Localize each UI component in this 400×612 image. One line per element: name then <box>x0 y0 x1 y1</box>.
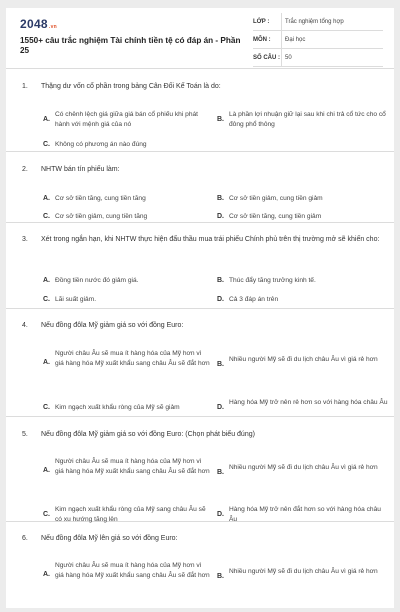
option-letter: D. <box>217 511 224 518</box>
meta-row-count <box>253 49 383 67</box>
meta-value: 50 <box>281 49 292 66</box>
option-letter: C. <box>43 511 50 518</box>
document-header <box>6 8 394 69</box>
option-text: Nhiều người Mỹ sẽ đi du lịch châu Âu vì giá rẻ hơn <box>229 464 378 471</box>
option-text: Cơ sở tiền tăng, cung tiền giảm <box>229 213 322 220</box>
question-number: 3. <box>22 236 28 243</box>
question-number: 6. <box>22 535 28 542</box>
question-number: 2. <box>22 166 28 173</box>
option-text: Kim ngạch xuất khẩu ròng của Mỹ sang châu Âu sẽ có xu hướng tăng lên <box>55 506 206 523</box>
option-letter: A. <box>43 571 50 578</box>
meta-table <box>253 13 383 67</box>
option-letter: A. <box>43 116 50 123</box>
question-number: 5. <box>22 431 28 438</box>
option-text: Đồng tiền nước đó giảm giá. <box>55 277 139 284</box>
question-number: 1. <box>22 83 28 90</box>
option-text: Hàng hóa Mỹ trở nên đắt hơn so với hàng hóa châu Âu <box>229 506 381 523</box>
option-letter: A. <box>43 359 50 366</box>
option-text: Cơ sở tiền giảm, cung tiền giảm <box>229 195 323 202</box>
meta-label: LỚP : <box>253 18 270 25</box>
option-letter: D. <box>217 296 224 303</box>
site-logo[interactable] <box>20 17 57 31</box>
option-text: Người châu Âu sẽ mua ít hàng hóa của Mỹ hơn vì giá hàng hóa Mỹ xuất khẩu sang châu Âu sẽ đắt hơn <box>55 350 210 367</box>
logo-suffix: .vn <box>48 24 58 30</box>
option-text: Hàng hóa Mỹ trở nên rẻ hơn so với hàng hóa châu Âu <box>229 399 388 406</box>
question-6 <box>6 522 394 612</box>
meta-row-class <box>253 13 383 31</box>
option-letter: B. <box>217 573 224 580</box>
question-text: Nếu đồng đôla Mỹ giảm giá so với đồng Euro: (Chọn phát biểu đúng) <box>41 431 255 438</box>
option-text: Cơ sở tiền tăng, cung tiền tăng <box>55 195 146 202</box>
option-text: Người châu Âu sẽ mua ít hàng hóa của Mỹ hơn vì giá hàng hóa Mỹ xuất khẩu sang châu Âu sẽ đắt hơn <box>55 458 210 475</box>
option-letter: B. <box>217 361 224 368</box>
question-4 <box>6 309 394 417</box>
option-letter: D. <box>217 213 224 220</box>
option-text: Là phần lợi nhuận giữ lại sau khi chi trả cổ tức cho cổ đông phổ thông <box>229 111 386 128</box>
meta-value: Trắc nghiệm tổng hợp <box>281 13 344 30</box>
question-number: 4. <box>22 322 28 329</box>
option-text: Nhiều người Mỹ sẽ đi du lịch châu Âu vì giá rẻ hơn <box>229 568 378 575</box>
question-3 <box>6 223 394 309</box>
option-letter: C. <box>43 404 50 411</box>
logo-text: 2048 <box>20 17 48 31</box>
option-letter: A. <box>43 467 50 474</box>
option-text: Kim ngạch xuất khẩu ròng của Mỹ sẽ giảm <box>55 404 180 411</box>
option-letter: C. <box>43 141 50 148</box>
option-text: Cả 3 đáp án trên <box>229 296 279 303</box>
option-letter: A. <box>43 195 50 202</box>
option-text: Người châu Âu sẽ mua ít hàng hóa của Mỹ hơn vì giá hàng hóa Mỹ xuất khẩu sang châu Âu sẽ đắt hơn <box>55 562 210 579</box>
option-letter: D. <box>217 404 224 411</box>
option-text: Nhiều người Mỹ sẽ đi du lịch châu Âu vì giá rẻ hơn <box>229 356 378 363</box>
question-1 <box>6 68 394 152</box>
option-letter: B. <box>217 116 224 123</box>
option-letter: B. <box>217 469 224 476</box>
option-letter: A. <box>43 277 50 284</box>
option-letter: C. <box>43 296 50 303</box>
option-text: Không có phương án nào đúng <box>55 141 147 148</box>
question-2 <box>6 152 394 223</box>
option-text: Thúc đẩy tăng trưởng kinh tế. <box>229 277 316 284</box>
option-letter: C. <box>43 213 50 220</box>
meta-label: SỐ CÂU : <box>253 54 280 61</box>
meta-row-subject <box>253 31 383 49</box>
meta-label: MÔN : <box>253 36 271 43</box>
question-text: Nếu đồng đôla Mỹ lên giá so với đồng Euro: <box>41 535 178 542</box>
option-text: Có chênh lệch giá giữa giá bán cổ phiếu khi phát hành với mệnh giá của nó <box>55 111 198 128</box>
question-text: Thặng dư vốn cổ phần trong bảng Cân Đối Kế Toán là do: <box>41 83 221 90</box>
question-text: Nếu đồng đôla Mỹ giảm giá so với đồng Euro: <box>41 322 184 329</box>
question-text: Xét trong ngắn hạn, khi NHTW thực hiện đấu thầu mua trái phiếu Chính phủ trên thị trường mở sẽ khiến cho: <box>41 236 380 243</box>
option-letter: B. <box>217 277 224 284</box>
option-text: Cơ sở tiền giảm, cung tiền tăng <box>55 213 148 220</box>
document-page <box>6 8 394 608</box>
document-title: 1550+ câu trắc nghiệm Tài chính tiền tệ có đáp án - Phần 25 <box>20 36 241 55</box>
option-text: Lãi suất giảm. <box>55 296 97 303</box>
question-5 <box>6 417 394 522</box>
question-text: NHTW bán tín phiếu làm: <box>41 166 120 173</box>
meta-value: Đại học <box>281 31 305 48</box>
option-letter: B. <box>217 195 224 202</box>
question-list <box>6 68 394 612</box>
